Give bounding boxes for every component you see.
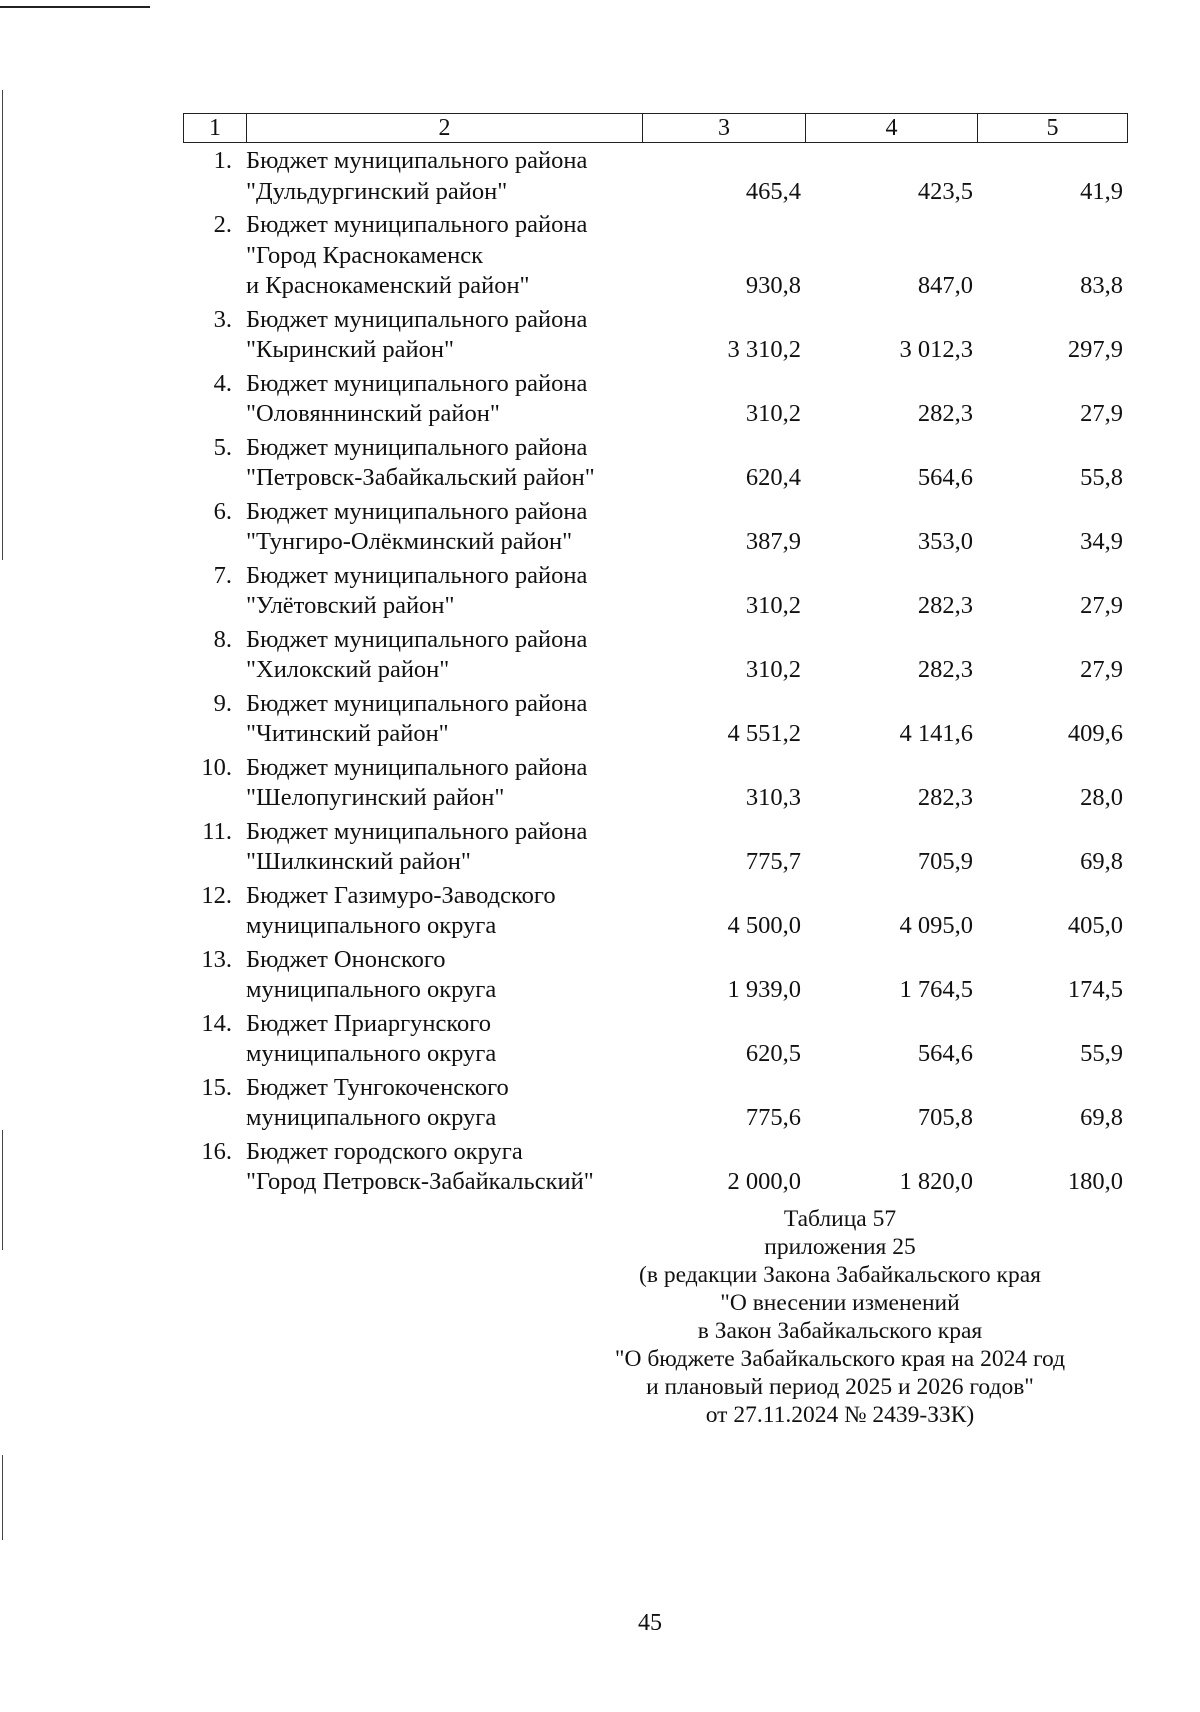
budget-name-line: Бюджет муниципального района [246,561,588,589]
value-col-5: 83,8 [1080,272,1123,299]
value-col-3: 620,5 [745,1040,801,1067]
scan-edge-mark [2,1455,3,1540]
budget-name [238,1137,642,1201]
table-row [183,817,1127,881]
header-col-1: 1 [184,114,247,143]
budget-name-line: Бюджет муниципального района [246,147,588,174]
page-number: 45 [638,1610,662,1636]
value-col-3: 620,4 [745,464,801,491]
budget-name-line: Бюджет Приаргунского [246,1009,491,1037]
budget-name [238,210,642,305]
value-col-5: 27,9 [1080,400,1123,427]
row-number: 16. [201,1137,232,1165]
budget-name [238,369,642,433]
table-row [183,497,1127,561]
value-col-3: 930,8 [745,272,801,299]
budget-name [238,689,642,753]
value-col-4: 282,3 [917,592,973,619]
value-col-4: 705,9 [917,848,973,875]
budget-name [238,433,642,497]
budget-name-line: Бюджет муниципального района [246,689,588,717]
table-row [183,146,1127,210]
value-col-3: 310,2 [745,656,801,683]
budget-name [238,753,642,817]
value-col-3: 465,4 [745,177,801,205]
budget-name-line: "Тунгиро-Олёкминский район" [246,528,573,555]
budget-name-line: Бюджет городского округа [246,1137,523,1165]
budget-name-line: Бюджет муниципального района [246,497,588,525]
budget-name [238,497,642,561]
value-col-5: 34,9 [1080,528,1123,555]
scan-edge-mark [0,6,150,8]
budget-name-line: муниципального округа [246,976,497,1003]
value-col-3: 1 939,0 [727,976,801,1003]
budget-name [238,1073,642,1137]
budget-name-line: Бюджет Тунгокоченского [246,1073,509,1101]
value-col-5: 41,9 [1080,177,1123,205]
value-col-4: 564,6 [917,464,973,491]
value-col-4: 3 012,3 [899,336,973,363]
budget-name-line: "Улётовский район" [246,592,455,619]
budget-name-line: "Шелопугинский район" [246,784,505,811]
value-col-3: 310,2 [745,592,801,619]
budget-name-line: Бюджет муниципального района [246,369,588,397]
budget-name-line: Бюджет муниципального района [246,305,588,333]
budget-name-line: Бюджет Газимуро-Заводского [246,881,556,909]
table-row [183,561,1127,625]
value-col-3: 2 000,0 [727,1168,801,1195]
budget-name-line: Бюджет муниципального района [246,625,588,653]
table-row [183,689,1127,753]
budget-name [238,817,642,881]
budget-name-line: "Оловяннинский район" [246,400,500,427]
value-col-4: 282,3 [917,400,973,427]
caption-line: (в редакции Закона Забайкальского края [639,1262,1041,1288]
caption-line: "О бюджете Забайкальского края на 2024 год [614,1346,1066,1372]
caption-line: Таблица 57 [783,1206,897,1232]
caption-line: "О внесении изменений [720,1290,960,1316]
budget-name [238,561,642,625]
value-col-5: 55,9 [1080,1040,1123,1067]
value-col-3: 387,9 [745,528,801,555]
value-col-3: 775,6 [745,1104,801,1131]
header-col-3: 3 [643,114,806,143]
value-col-5: 27,9 [1080,592,1123,619]
value-col-5: 180,0 [1067,1168,1123,1195]
caption-line: приложения 25 [764,1234,916,1260]
value-col-5: 297,9 [1067,336,1123,363]
table-row [183,1009,1127,1073]
budget-name [238,305,642,369]
scan-edge-mark [2,1130,3,1250]
budget-name [238,881,642,945]
table-row [183,369,1127,433]
value-col-3: 4 500,0 [727,912,801,939]
row-number: 15. [201,1073,232,1101]
value-col-4: 4 141,6 [899,720,973,747]
table-caption [590,1205,1090,1429]
table-row [183,210,1127,305]
value-col-5: 409,6 [1067,720,1123,747]
table-row [183,1073,1127,1137]
budget-name-line: Бюджет муниципального района [246,211,588,238]
budget-table [183,146,1127,1201]
row-number: 14. [201,1009,232,1037]
header-col-2: 2 [247,114,643,143]
value-col-4: 847,0 [917,272,973,299]
value-col-4: 282,3 [917,656,973,683]
budget-name [238,945,642,1009]
budget-name-line: Бюджет муниципального района [246,753,588,781]
row-number: 4. [213,369,232,397]
table-row [183,881,1127,945]
row-number: 12. [201,881,232,909]
scan-edge-mark [2,90,3,560]
value-col-3: 3 310,2 [727,336,801,363]
header-col-4: 4 [806,114,978,143]
budget-name-line: Бюджет муниципального района [246,433,588,461]
budget-name [238,625,642,689]
row-number: 13. [201,945,232,973]
budget-name [238,1009,642,1073]
value-col-4: 1 764,5 [899,976,973,1003]
budget-name-line: Бюджет Ононского [246,945,446,973]
budget-name-line: "Город Краснокаменск [246,241,484,269]
budget-name-line: муниципального округа [246,1040,497,1067]
value-col-3: 775,7 [745,848,801,875]
budget-name-line: "Читинский район" [246,720,449,747]
budget-name-line: "Город Петровск-Забайкальский" [246,1168,594,1195]
value-col-5: 69,8 [1080,848,1123,875]
value-col-3: 4 551,2 [727,720,801,747]
budget-name-line: "Кыринский район" [246,336,454,363]
budget-name-line: Бюджет муниципального района [246,817,588,845]
value-col-4: 423,5 [917,177,973,205]
budget-name-line: муниципального округа [246,912,497,939]
budget-name-line: "Шилкинский район" [246,848,471,875]
value-col-4: 353,0 [917,528,973,555]
value-col-5: 27,9 [1080,656,1123,683]
value-col-3: 310,2 [745,400,801,427]
value-col-5: 28,0 [1080,784,1123,811]
value-col-4: 4 095,0 [899,912,973,939]
header-col-5: 5 [978,114,1128,143]
budget-name-line: муниципального округа [246,1104,497,1131]
value-col-5: 69,8 [1080,1104,1123,1131]
row-number: 9. [213,689,232,717]
row-number: 2. [213,211,232,238]
value-col-4: 282,3 [917,784,973,811]
table-row [183,945,1127,1009]
value-col-4: 1 820,0 [899,1168,973,1195]
value-col-5: 174,5 [1067,976,1123,1003]
table-row [183,625,1127,689]
table-row [183,305,1127,369]
budget-name-line: и Краснокаменский район" [246,272,530,299]
table-row [183,753,1127,817]
value-col-4: 705,8 [917,1104,973,1131]
value-col-5: 405,0 [1067,912,1123,939]
row-number: 3. [213,305,232,333]
budget-name [238,146,642,210]
caption-line: в Закон Забайкальского края [697,1318,983,1344]
table-row [183,1137,1127,1201]
row-number: 10. [201,753,232,781]
budget-name-line: "Петровск-Забайкальский район" [246,464,595,491]
budget-name-line: "Хилокский район" [246,656,450,683]
row-number: 6. [213,497,232,525]
row-number: 5. [213,433,232,461]
row-number: 8. [213,625,232,653]
table-row [183,433,1127,497]
row-number: 7. [213,561,232,589]
row-number: 11. [202,817,232,845]
table-header [183,113,1128,143]
value-col-4: 564,6 [917,1040,973,1067]
caption-line: от 27.11.2024 № 2439-ЗЗК) [705,1402,975,1428]
value-col-5: 55,8 [1080,464,1123,491]
header-row [184,114,1128,143]
budget-name-line: "Дульдургинский район" [246,177,508,205]
row-number: 1. [213,147,232,174]
value-col-3: 310,3 [745,784,801,811]
caption-line: и плановый период 2025 и 2026 годов" [646,1374,1034,1400]
